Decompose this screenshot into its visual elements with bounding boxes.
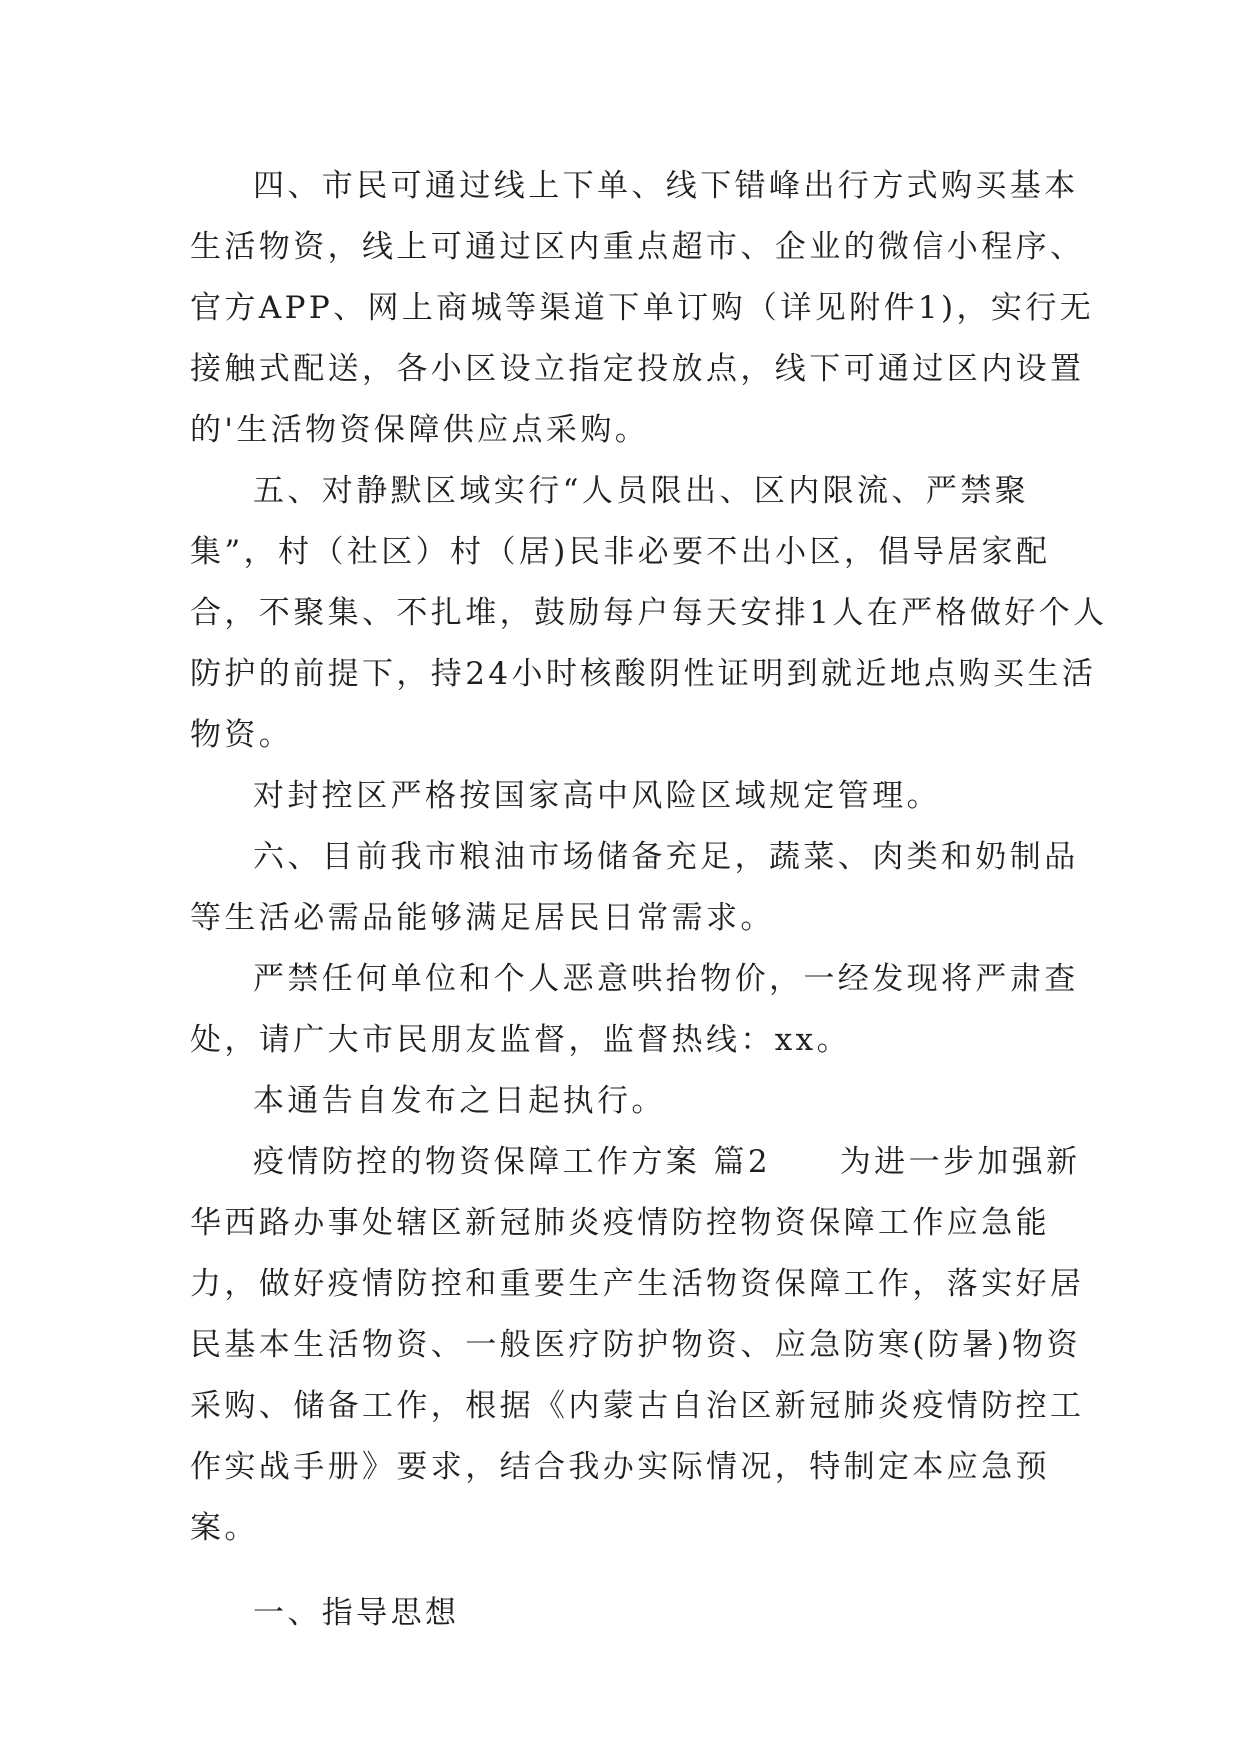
section-heading: 一、指导思想 bbox=[253, 1595, 460, 1631]
paragraph-item-six: 六、目前我市粮油市场储备充足，蔬菜、肉类和奶制品等生活必需品能够满足居民日常需求。 bbox=[190, 839, 1079, 936]
paragraph-item-five: 五、对静默区域实行“人员限出、区内限流、严禁聚集”，村（社区）村（居)民非必要不出小区，倡导居家配合，不聚集、不扎堆，鼓励每户每天安排1人在严格做好个人防护的前提下，持24小时核酸阴性证明到就近地点购买生活物资。 bbox=[190, 473, 1108, 753]
paragraph-effective-date: 本通告自发布之日起执行。 bbox=[253, 1083, 666, 1119]
document-body bbox=[190, 156, 1110, 1644]
paragraph-plan-intro: 疫情防控的物资保障工作方案 篇2 为进一步加强新华西路办事处辖区新冠肺炎疫情防控物资保障工作应急能力，做好疫情防控和重要生产生活物资保障工作，落实好居民基本生活物资、一般医疗防护物资、应急防寒(防暑)物资采购、储备工作，根据《内蒙古自治区新冠肺炎疫情防控工作实战手册》要求，结合我办实际情况，特制定本应急预案。 bbox=[190, 1144, 1085, 1546]
paragraph-price-gouging: 严禁任何单位和个人恶意哄抬物价，一经发现将严肃查处，请广大市民朋友监督，监督热线：xx。 bbox=[190, 961, 1079, 1058]
paragraph-lockdown-zone: 对封控区严格按国家高中风险区域规定管理。 bbox=[253, 778, 941, 814]
paragraph-item-four: 四、市民可通过线上下单、线下错峰出行方式购买基本生活物资，线上可通过区内重点超市、企业的微信小程序、官方APP、网上商城等渠道下单订购（详见附件1)，实行无接触式配送，各小区设立指定投放点，线下可通过区内设置的'生活物资保障供应点采购。 bbox=[190, 168, 1095, 448]
